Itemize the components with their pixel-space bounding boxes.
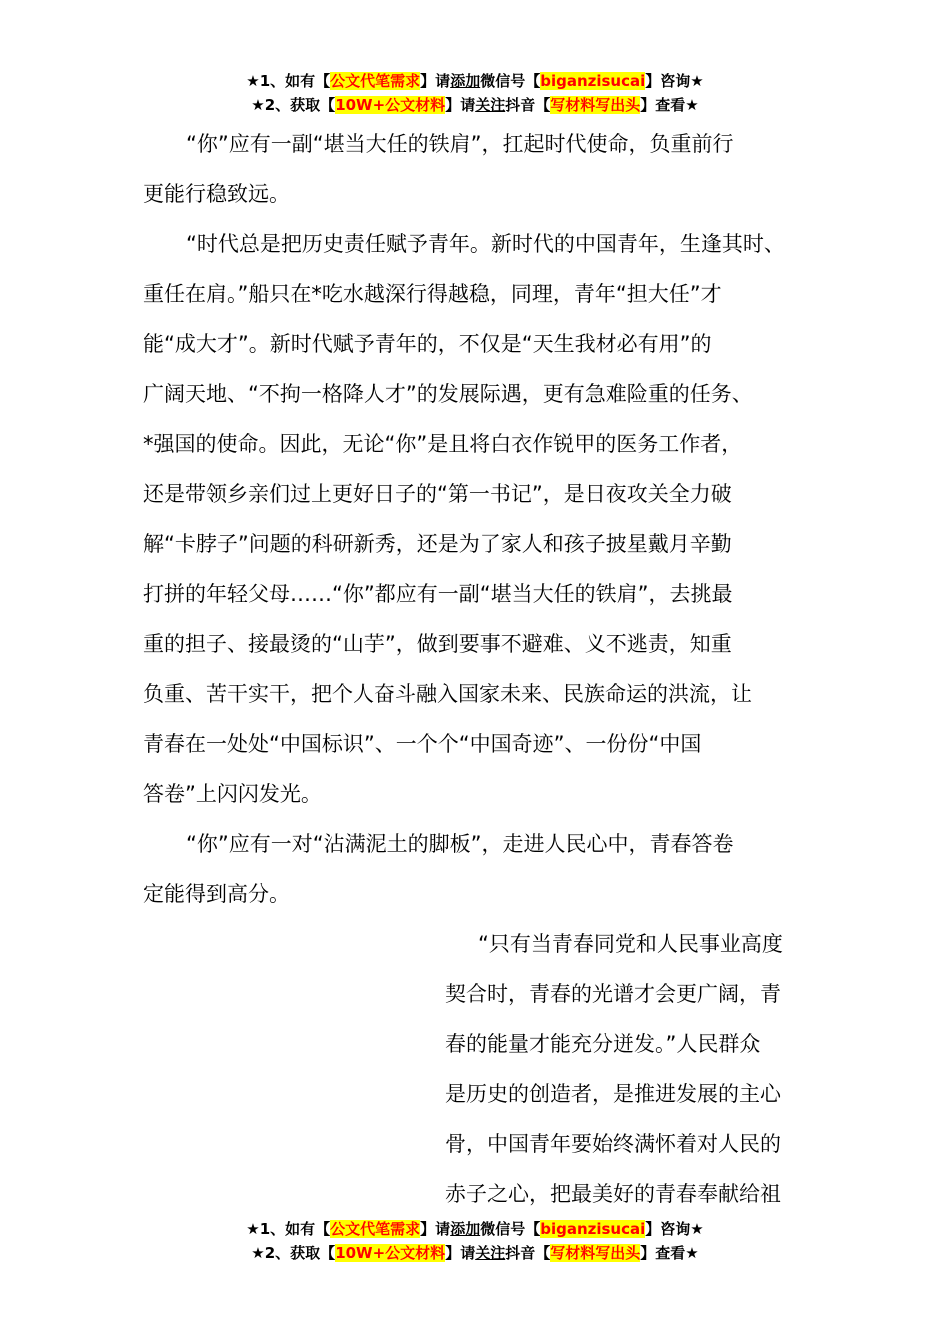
- highlight-wechat-id: biganzisucai: [540, 1220, 646, 1238]
- promo-text-end: 】咨询★: [645, 1220, 704, 1238]
- header-promo-line-2: [0, 94, 950, 116]
- body-line: 能“成大才”。新时代赋予青年的，不仅是“天生我材必有用”的: [143, 332, 712, 356]
- body-line: 骨，中国青年要始终满怀着对人民的: [445, 1132, 781, 1156]
- promo-text: 2、获取【: [264, 1244, 336, 1262]
- highlight-service: 公文代笔需求: [330, 1220, 421, 1238]
- promo-text: 】请: [445, 96, 476, 114]
- body-line: 青春在一处处“中国标识”、一个个“中国奇迹”、一份份“中国: [143, 732, 702, 756]
- underlined-word: 添加: [450, 1220, 481, 1238]
- underlined-word: 关注: [475, 96, 506, 114]
- promo-text: 微信号【: [480, 72, 541, 90]
- footer-promo-line-1: [0, 1218, 950, 1240]
- body-line: 打拼的年轻父母……“你”都应有一副“堪当大任的铁肩”，去挑最: [143, 582, 733, 606]
- promo-text-end: 】查看★: [640, 1244, 699, 1262]
- star-icon: ★: [246, 1220, 260, 1238]
- body-line: 是历史的创造者，是推进发展的主心: [445, 1082, 781, 1106]
- promo-text: 】请: [420, 72, 451, 90]
- promo-text: 1、如有【: [259, 1220, 331, 1238]
- underlined-word: 添加: [450, 72, 481, 90]
- highlight-materials: 10W+公文材料: [335, 96, 446, 114]
- promo-text: 抖音【: [505, 1244, 551, 1262]
- underlined-word: 关注: [475, 1244, 506, 1262]
- star-icon: ★: [251, 96, 265, 114]
- body-line: “时代总是把历史责任赋予青年。新时代的中国青年，生逢其时、: [186, 232, 785, 256]
- body-line: 还是带领乡亲们过上更好日子的“第一书记”，是日夜攻关全力破: [143, 482, 732, 506]
- body-line: 广阔天地、“不拘一格降人才”的发展际遇，更有急难险重的任务、: [143, 382, 753, 406]
- highlight-wechat-id: biganzisucai: [540, 72, 646, 90]
- body-line: 负重、苦干实干，把个人奋斗融入国家未来、民族命运的洪流，让: [143, 682, 752, 706]
- body-line: “你”应有一对“沾满泥土的脚板”，走进人民心中，青春答卷: [186, 832, 734, 856]
- promo-text: 】请: [420, 1220, 451, 1238]
- promo-text-end: 】查看★: [640, 96, 699, 114]
- body-line: 更能行稳致远。: [143, 182, 290, 206]
- promo-text: 1、如有【: [259, 72, 331, 90]
- star-icon: ★: [246, 72, 260, 90]
- body-line: 解“卡脖子”问题的科研新秀，还是为了家人和孩子披星戴月辛勤: [143, 532, 732, 556]
- highlight-materials: 10W+公文材料: [335, 1244, 446, 1262]
- promo-text: 抖音【: [505, 96, 551, 114]
- highlight-service: 公文代笔需求: [330, 72, 421, 90]
- body-line: 答卷”上闪闪发光。: [143, 782, 322, 806]
- body-line: 春的能量才能充分迸发。”人民群众: [445, 1032, 761, 1056]
- footer-promo-line-2: [0, 1242, 950, 1264]
- highlight-douyin: 写材料写出头: [550, 96, 641, 114]
- body-line: 赤子之心，把最美好的青春奉献给祖: [445, 1182, 781, 1206]
- promo-text: 】请: [445, 1244, 476, 1262]
- highlight-douyin: 写材料写出头: [550, 1244, 641, 1262]
- body-line: 定能得到高分。: [143, 882, 290, 906]
- body-line: 重任在肩。”船只在*吃水越深行得越稳，同理，青年“担大任”才: [143, 282, 722, 306]
- body-line: *强国的使命。因此，无论“你”是且将白衣作锐甲的医务工作者，: [143, 432, 743, 456]
- body-line: “只有当青春同党和人民事业高度: [478, 932, 783, 956]
- header-promo-line-1: [0, 70, 950, 92]
- body-line: 契合时，青春的光谱才会更广阔，青: [445, 982, 781, 1006]
- promo-text: 2、获取【: [264, 96, 336, 114]
- body-line: “你”应有一副“堪当大任的铁肩”，扛起时代使命，负重前行: [186, 132, 734, 156]
- star-icon: ★: [251, 1244, 265, 1262]
- body-line: 重的担子、接最烫的“山芋”，做到要事不避难、义不逃责，知重: [143, 632, 732, 656]
- promo-text-end: 】咨询★: [645, 72, 704, 90]
- promo-text: 微信号【: [480, 1220, 541, 1238]
